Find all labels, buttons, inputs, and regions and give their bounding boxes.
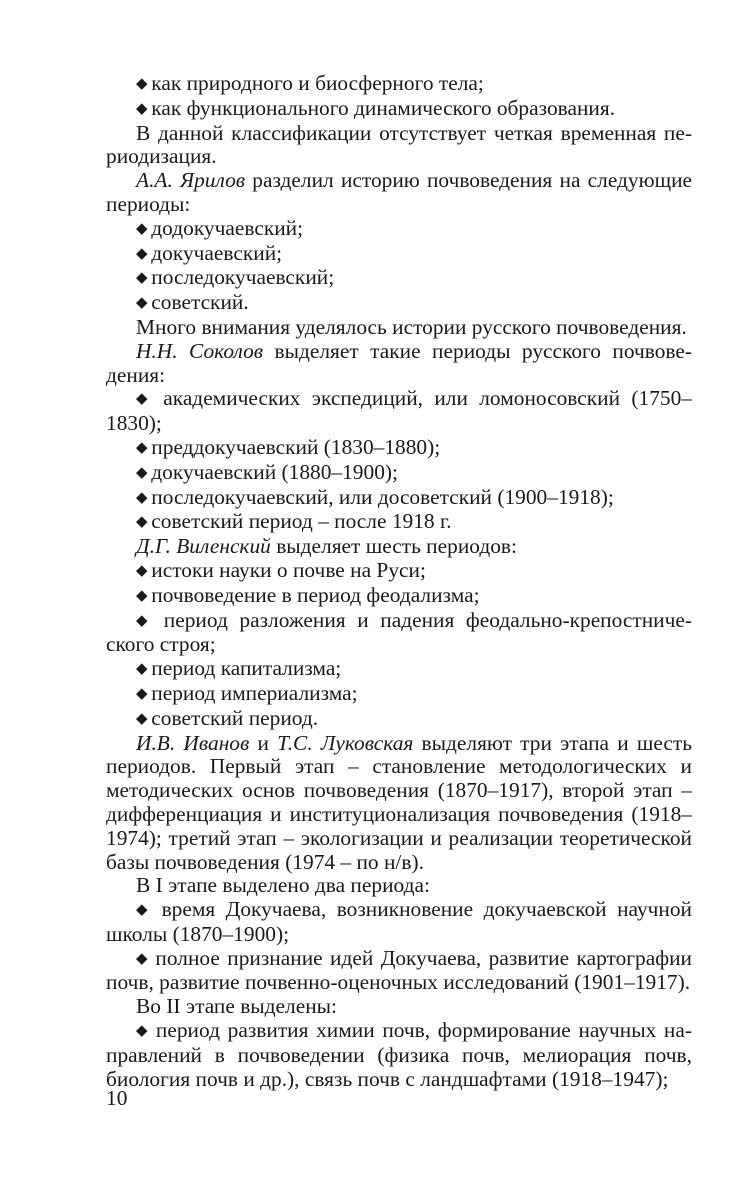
paragraph: [106, 340, 692, 388]
author-name: Д.Г. Виленский: [136, 534, 271, 559]
conjunction: и: [249, 730, 278, 755]
author-name: И.В. Иванов: [136, 730, 250, 755]
list-item: ◆ как функционального динамического образования.: [106, 97, 692, 122]
list-item: ◆ советский период.: [106, 707, 692, 732]
paragraph-text: разделил историю почвоведения на следующие периоды:: [106, 168, 693, 216]
author-name: А.А. Ярилов: [136, 168, 246, 193]
author-name: Н.Н. Соколов: [136, 338, 264, 363]
paragraph: Во II этапе выделены:: [136, 994, 337, 1019]
list-item: ◆ последокучаевский;: [106, 266, 692, 291]
list-item: ◆ академических экспедиций, или ломоносовский (1750–1830);: [106, 387, 692, 436]
list-item: ◆ докучаевский;: [106, 242, 692, 267]
paragraph: В данной классификации отсутствует четкая временная периодизация.: [106, 120, 692, 169]
list-item: ◆ период развития химии почв, формирование научных направлений в почвоведении (физика почв, мелиорация почв, биология почв и др.), связь почв с ландшафтами (1918–1947);: [106, 1019, 692, 1091]
paragraph-text: выделяет такие периоды русского почвоведения:: [106, 338, 692, 387]
list-item: ◆ период империализма;: [106, 682, 692, 707]
list-item: ◆ почвоведение в период феодализма;: [106, 584, 692, 609]
list-item: ◆ полное признание идей Докучаева, развитие картографии почв, развитие почвенно-оценочных исследований (1901–1917).: [106, 947, 692, 996]
list-item: ◆ преддокучаевский (1830–1880);: [106, 436, 692, 461]
list-item: ◆ период разложения и падения феодально-крепостнического строя;: [106, 609, 692, 658]
list-item: ◆ время Докучаева, возникновение докучаевской научной школы (1870–1900);: [106, 898, 692, 947]
list-item: ◆ период капитализма;: [106, 657, 692, 682]
paragraph-text: выделяют три этапа и шесть периодов. Первый этап – становление методологических и методических основ почвоведения (1870–1917), второй этап – дифференциация и институционализация почвоведения (1918–1974); третий этап – экологизации и реализации теоретической базы почвоведения (1974 – по н/в).: [106, 730, 692, 874]
paragraph: [106, 535, 692, 559]
list-item: ◆ советский.: [106, 291, 692, 316]
page-body: [106, 72, 692, 1091]
author-name: Т.С. Луковская: [277, 730, 414, 755]
paragraph-text: выделяет шесть периодов:: [270, 534, 517, 559]
list-item: ◆ как природного и биосферного тела;: [106, 72, 692, 97]
paragraph: [106, 169, 692, 217]
list-item: ◆ последокучаевский, или досоветский (1900–1918);: [106, 486, 692, 511]
paragraph: [106, 732, 692, 875]
list-item: ◆ советский период – после 1918 г.: [106, 510, 692, 535]
list-item: ◆ истоки науки о почве на Руси;: [106, 559, 692, 584]
page-number: 10: [106, 1086, 128, 1110]
list-item: ◆ додокучаевский;: [106, 217, 692, 242]
list-item: ◆ докучаевский (1880–1900);: [106, 461, 692, 486]
paragraph: Много внимания уделялось истории русского почвоведения.: [136, 314, 687, 339]
paragraph: В I этапе выделено два периода:: [136, 873, 430, 898]
